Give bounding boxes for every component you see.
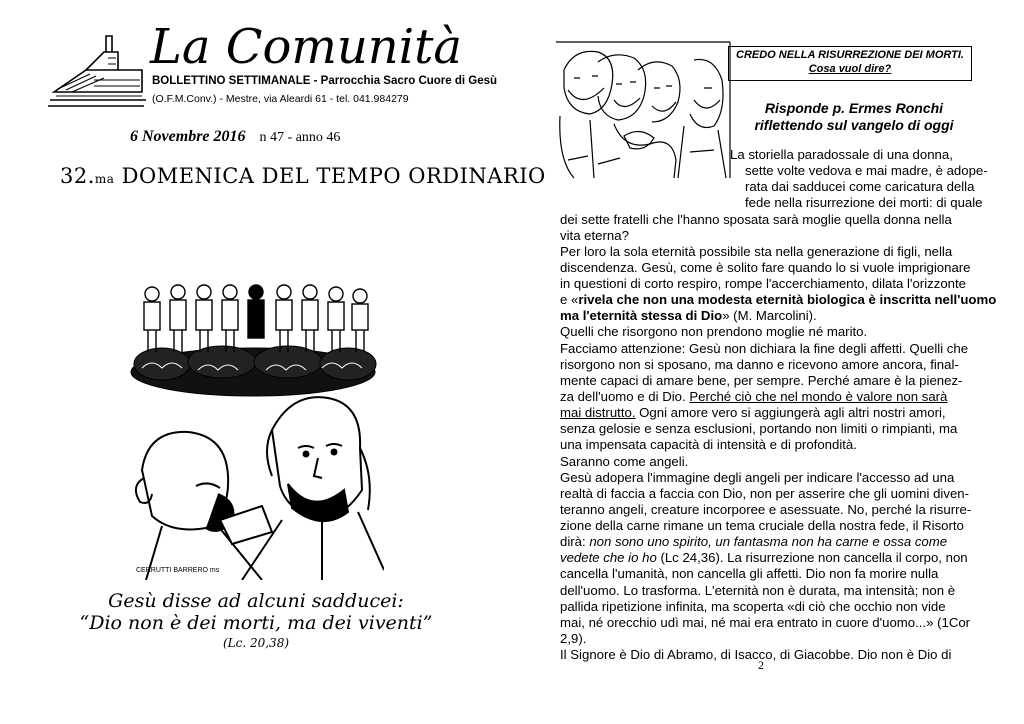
article-line xyxy=(560,308,817,324)
right-page xyxy=(512,0,1024,724)
article-quote-bold: rivela che non una modesta eternità biologica è inscritta nell'uomo xyxy=(578,292,997,307)
article-line: La storiella paradossale di una donna, xyxy=(730,147,953,162)
caption-reference: (Lc. 20,38) xyxy=(222,636,290,650)
newsletter-subtitle: BOLLETTINO SETTIMANALE - Parrocchia Sacro Cuore di Gesù xyxy=(152,75,498,87)
issue-line xyxy=(130,128,340,146)
article-line-part: za dell'uomo e di Dio. xyxy=(560,389,690,404)
article-line: fede nella risurrezione dei morti: di quale xyxy=(745,195,983,210)
article-line xyxy=(560,534,947,550)
article-line: una impensata capacità di intensità e di profondità. xyxy=(560,437,857,452)
article-line xyxy=(560,405,946,421)
article-box-title: CREDO NELLA RISURREZIONE DEI MORTI. xyxy=(736,49,964,61)
page-number: 2 xyxy=(758,658,764,672)
sunday-suffix: ma xyxy=(94,172,115,186)
article-line: zione della carne rimane un tema cruciale della nostra fede, il Risorto xyxy=(560,518,964,533)
sunday-heading xyxy=(60,164,546,188)
article-line: mente capaci di amare bene, per sempre. Perché amare è la pienez- xyxy=(560,373,963,388)
article-line-part: e « xyxy=(560,292,579,307)
article-line: dei sette fratelli che l'hanno sposata sarà moglie quella donna nella xyxy=(560,212,952,227)
illustration-signature: CERRUTTI BARRERO ms xyxy=(136,567,220,574)
article-line: Il Signore è Dio di Abramo, di Isacco, di Giacobbe. Dio non è Dio di xyxy=(560,647,952,662)
article-line: Quelli che risorgono non prendono moglie né marito. xyxy=(560,324,868,339)
article-line-part: Ogni amore vero si aggiungerà agli altri nostri amori, xyxy=(635,405,946,420)
article-line: discendenza. Gesù, come è solito fare quando lo si vuole imprigionare xyxy=(560,260,971,275)
article-line xyxy=(560,550,968,566)
article-line: Facciamo attenzione: Gesù non dichiara la fine degli affetti. Quelli che xyxy=(560,341,969,356)
article-line: mai, né orecchio udì mai, né mai era entrato in cuore d'uomo...» (1Cor xyxy=(560,615,971,630)
article-italic-quote: non sono uno spirito, un fantasma non ha carne e ossa come xyxy=(589,534,948,549)
gospel-illustration xyxy=(122,280,384,580)
article-line-part: » (M. Marcolini). xyxy=(722,308,817,323)
caption-line-1: Gesù disse ad alcuni sadducei: xyxy=(108,590,404,612)
article-line: Per loro la sola eternità possibile sta nella generazione di figli, nella xyxy=(560,244,953,259)
article-line: teranno angeli, creature incorporee e asessuate. No, perché la risurre- xyxy=(560,502,972,517)
article-line xyxy=(560,389,947,405)
issue-number: n 47 - anno 46 xyxy=(259,130,341,145)
article-box-subtitle: Cosa vuol dire? xyxy=(808,63,892,75)
article-line: vita eterna? xyxy=(560,228,629,243)
article-line xyxy=(560,292,996,308)
article-line: cancella l'umanità, non cancella gli affetti. Dio non fa morire nulla xyxy=(560,566,939,581)
article-byline-author: Risponde p. Ermes Ronchi xyxy=(764,100,944,116)
sunday-title: DOMENICA DEL TEMPO ORDINARIO xyxy=(121,164,546,188)
article-underlined: mai distrutto. xyxy=(560,405,636,420)
article-line: Saranno come angeli. xyxy=(560,454,689,469)
article-line: sette volte vedova e mai madre, è adope- xyxy=(745,163,988,178)
article-line: 2,9). xyxy=(560,631,587,646)
article-byline-topic: riflettendo sul vangelo di oggi xyxy=(754,117,954,133)
article-line: rata dai sadducei come caricatura della xyxy=(745,179,975,194)
article-line: pallida ripetizione infinita, ma scoperta «di ciò che occhio non vide xyxy=(560,599,946,614)
article-line: Gesù adopera l'immagine degli angeli per indicare l'accesso ad una xyxy=(560,470,955,485)
newsletter-title: La Comunità xyxy=(150,19,462,75)
church-logo xyxy=(46,30,150,108)
sunday-number: 32. xyxy=(60,164,95,188)
article-body xyxy=(512,0,1024,724)
article-line-part: dirà: xyxy=(560,534,590,549)
caption-line-2: “Dio non è dei morti, ma dei viventi” xyxy=(79,612,433,634)
article-line: realtà di faccia a faccia con Dio, non per asserire che gli uomini diven- xyxy=(560,486,970,501)
article-underlined: Perché ciò che nel mondo è valore non sarà xyxy=(689,389,948,404)
article-italic-quote: vedete che io ho xyxy=(560,550,657,565)
article-line: in questioni di corto respiro, rompe l'accerchiamento, dilata l'orizzonte xyxy=(560,276,966,291)
article-line: senza gelosie e senza esclusioni, portando non limiti o rimpianti, ma xyxy=(560,421,958,436)
newsletter-address: (O.F.M.Conv.) - Mestre, via Aleardi 61 - tel. 041.984279 xyxy=(152,93,409,105)
issue-date: 6 Novembre 2016 xyxy=(130,128,246,145)
article-line: risorgono non si sposano, ma danno e ricevono amore ancora, final- xyxy=(560,357,959,372)
article-line-part: (Lc 24,36). La risurrezione non cancella il corpo, non xyxy=(656,550,968,565)
article-line: dell'uomo. Lo trasforma. L'eternità non è durata, ma intensità; non è xyxy=(560,583,956,598)
article-quote-bold: ma l'eternità stessa di Dio xyxy=(560,308,723,323)
